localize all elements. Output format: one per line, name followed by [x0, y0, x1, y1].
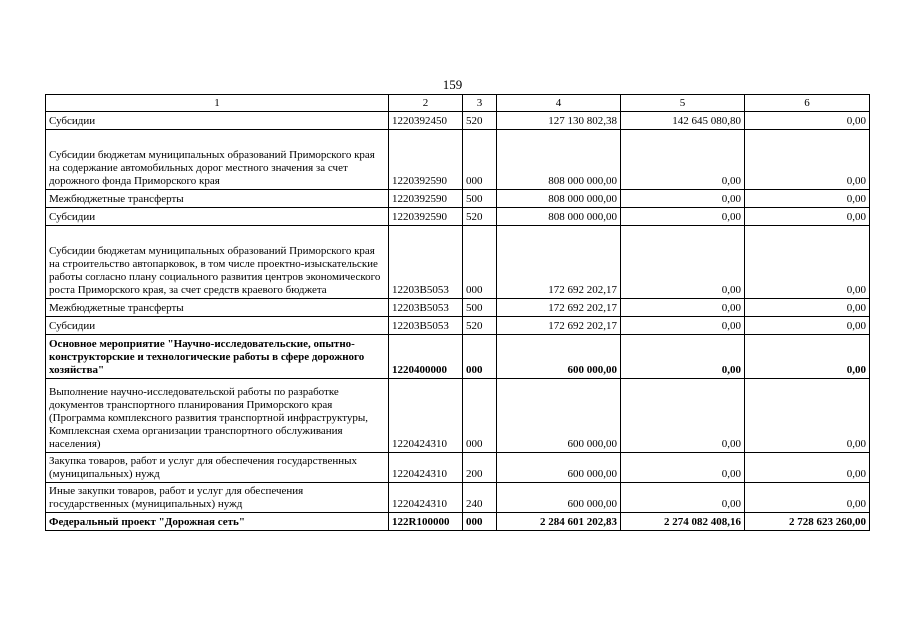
row-expense-type: 520 [463, 112, 497, 130]
row-code: 12203В5053 [389, 299, 463, 317]
header-col-5: 5 [621, 95, 745, 112]
row-amount-col5: 0,00 [621, 483, 745, 513]
row-name: Основное мероприятие "Научно-исследовательские, опытно-конструкторские и технологические работы в сфере дорожного хозяйства" [46, 335, 389, 379]
row-name: Выполнение научно-исследовательской работы по разработке документов транспортного планирования Приморского края (Программа комплексного развития транспортной инфраструктуры, Комплексная схема организации транспортного обслуживания населения) [46, 379, 389, 453]
row-amount-col4: 600 000,00 [497, 335, 621, 379]
row-amount-col4: 808 000 000,00 [497, 190, 621, 208]
row-amount-col4: 172 692 202,17 [497, 299, 621, 317]
row-name: Федеральный проект "Дорожная сеть" [46, 513, 389, 531]
row-code: 1220424310 [389, 379, 463, 453]
table-row [46, 513, 870, 531]
row-amount-col6: 0,00 [745, 379, 870, 453]
table-row [46, 208, 870, 226]
row-expense-type: 000 [463, 130, 497, 190]
row-amount-col6: 0,00 [745, 335, 870, 379]
row-code: 122R100000 [389, 513, 463, 531]
row-amount-col4: 172 692 202,17 [497, 226, 621, 299]
row-expense-type: 000 [463, 513, 497, 531]
row-expense-type: 500 [463, 190, 497, 208]
row-amount-col5: 0,00 [621, 317, 745, 335]
row-amount-col5: 142 645 080,80 [621, 112, 745, 130]
row-amount-col4: 2 284 601 202,83 [497, 513, 621, 531]
table-row [46, 299, 870, 317]
row-amount-col4: 808 000 000,00 [497, 208, 621, 226]
row-expense-type: 240 [463, 483, 497, 513]
row-amount-col5: 2 274 082 408,16 [621, 513, 745, 531]
table-row [46, 379, 870, 453]
row-expense-type: 000 [463, 226, 497, 299]
row-code: 1220424310 [389, 483, 463, 513]
row-expense-type: 200 [463, 453, 497, 483]
budget-table [45, 94, 870, 531]
row-amount-col4: 600 000,00 [497, 483, 621, 513]
header-col-2: 2 [389, 95, 463, 112]
row-name: Субсидии бюджетам муниципальных образований Приморского края на содержание автомобильных дорог местного значения за счет дорожного фонда Приморского края [46, 130, 389, 190]
row-amount-col6: 0,00 [745, 453, 870, 483]
row-amount-col6: 0,00 [745, 208, 870, 226]
row-expense-type: 520 [463, 317, 497, 335]
row-amount-col6: 0,00 [745, 130, 870, 190]
row-name: Субсидии [46, 112, 389, 130]
row-amount-col6: 0,00 [745, 112, 870, 130]
row-name: Межбюджетные трансферты [46, 299, 389, 317]
row-code: 1220392590 [389, 208, 463, 226]
row-name: Субсидии [46, 208, 389, 226]
row-amount-col5: 0,00 [621, 226, 745, 299]
row-name: Иные закупки товаров, работ и услуг для обеспечения государственных (муниципальных) нужд [46, 483, 389, 513]
row-amount-col4: 600 000,00 [497, 453, 621, 483]
row-amount-col5: 0,00 [621, 299, 745, 317]
row-name: Закупка товаров, работ и услуг для обеспечения государственных (муниципальных) нужд [46, 453, 389, 483]
header-col-6: 6 [745, 95, 870, 112]
row-amount-col6: 0,00 [745, 226, 870, 299]
row-expense-type: 500 [463, 299, 497, 317]
row-amount-col5: 0,00 [621, 130, 745, 190]
row-name: Субсидии [46, 317, 389, 335]
header-col-1: 1 [46, 95, 389, 112]
row-amount-col6: 0,00 [745, 299, 870, 317]
row-expense-type: 000 [463, 335, 497, 379]
header-row [46, 95, 870, 112]
row-code: 12203В5053 [389, 317, 463, 335]
row-amount-col6: 2 728 623 260,00 [745, 513, 870, 531]
row-code: 1220400000 [389, 335, 463, 379]
row-expense-type: 520 [463, 208, 497, 226]
row-code: 1220392590 [389, 130, 463, 190]
row-code: 1220392450 [389, 112, 463, 130]
table-row [46, 317, 870, 335]
row-code: 1220392590 [389, 190, 463, 208]
row-amount-col4: 600 000,00 [497, 379, 621, 453]
header-col-4: 4 [497, 95, 621, 112]
row-amount-col6: 0,00 [745, 483, 870, 513]
header-col-3: 3 [463, 95, 497, 112]
row-amount-col5: 0,00 [621, 190, 745, 208]
row-amount-col6: 0,00 [745, 190, 870, 208]
table-row [46, 112, 870, 130]
table-row [46, 226, 870, 299]
row-amount-col4: 808 000 000,00 [497, 130, 621, 190]
row-amount-col6: 0,00 [745, 317, 870, 335]
row-amount-col5: 0,00 [621, 453, 745, 483]
table-row [46, 190, 870, 208]
row-amount-col5: 0,00 [621, 335, 745, 379]
row-amount-col5: 0,00 [621, 208, 745, 226]
table-row [46, 483, 870, 513]
row-expense-type: 000 [463, 379, 497, 453]
row-name: Межбюджетные трансферты [46, 190, 389, 208]
page-number: 159 [442, 77, 463, 92]
row-amount-col4: 127 130 802,38 [497, 112, 621, 130]
row-code: 12203В5053 [389, 226, 463, 299]
row-amount-col4: 172 692 202,17 [497, 317, 621, 335]
row-amount-col5: 0,00 [621, 379, 745, 453]
row-name: Субсидии бюджетам муниципальных образований Приморского края на строительство автопарковок, в том числе проектно-изыскательские работы согласно плану социального развития центров экономического роста Приморского края, за счет средств краевого бюджета [46, 226, 389, 299]
table-row [46, 453, 870, 483]
table-row [46, 130, 870, 190]
row-code: 1220424310 [389, 453, 463, 483]
table-row [46, 335, 870, 379]
